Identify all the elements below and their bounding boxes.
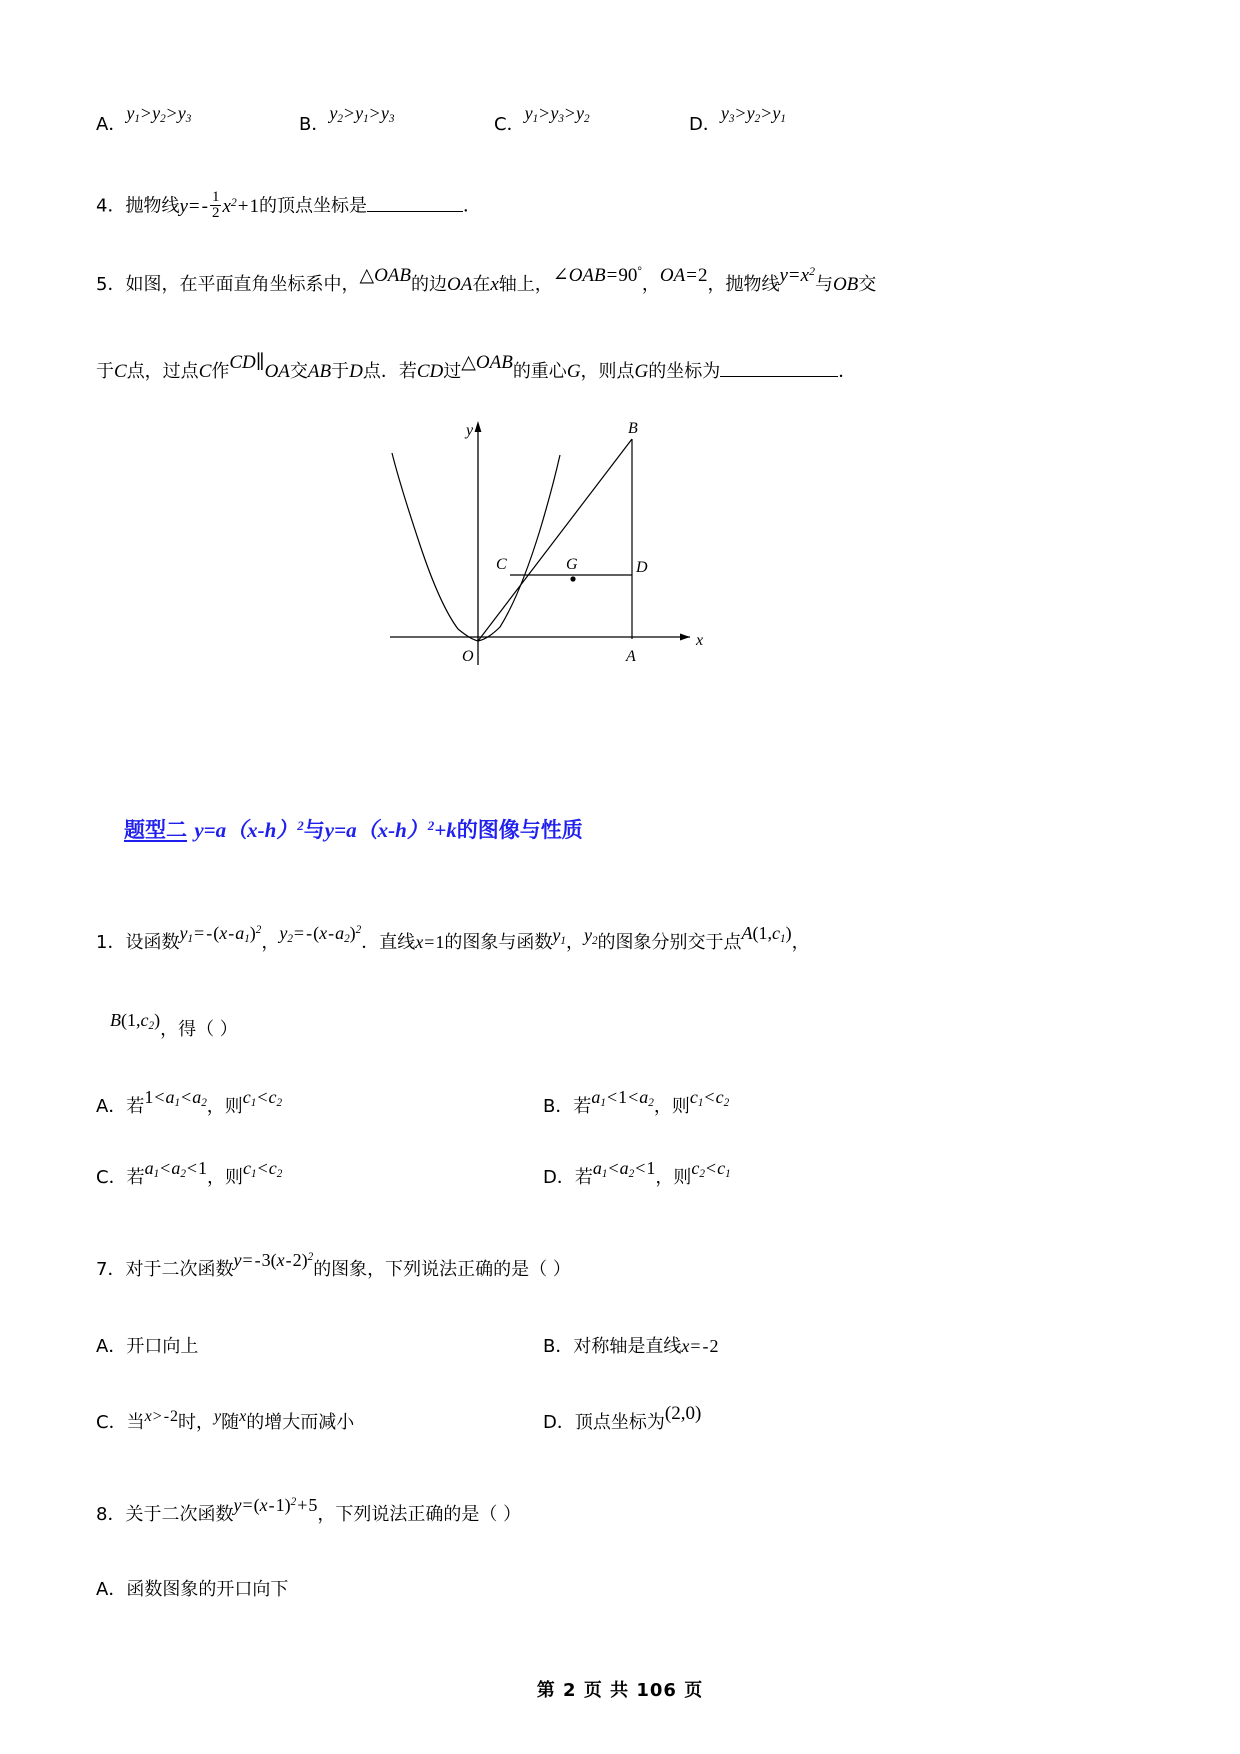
s2q1-option-c bbox=[96, 1158, 283, 1189]
s2q1-formula-y2: $y_2= -(x-a_2)^2$ bbox=[279, 923, 362, 946]
q5-l2-text-i: ，则点 bbox=[580, 361, 635, 382]
q5-oa-length: OA=2 bbox=[659, 265, 708, 286]
section-heading-mid: 与 bbox=[303, 818, 325, 842]
q5-l2-text-h: 的重心 bbox=[512, 361, 567, 382]
s2q1-option-d bbox=[543, 1158, 731, 1189]
q5-point-c: C bbox=[114, 361, 127, 382]
q5-triangle-oab: △OAB bbox=[359, 265, 412, 286]
s2-question-1-line2 bbox=[110, 1010, 238, 1041]
q4-formula: y= - $\frac{1}{2}$ $x^2+1$ bbox=[179, 189, 259, 222]
s2q7-option-c-mid-3: 的增大而减小 bbox=[246, 1412, 355, 1433]
s2q1-text-2: ．直线 bbox=[361, 932, 416, 953]
q5-point-g: G bbox=[566, 361, 581, 382]
s2q1-option-b-then: ，则 bbox=[653, 1096, 690, 1117]
q5-l2-text-a: 于 bbox=[96, 361, 114, 382]
s2q1-option-a-cond: $1<a_1<a_2$ bbox=[144, 1087, 207, 1110]
section-heading-sup-1: 2 bbox=[297, 817, 304, 833]
s2q7-text-2: 的图象，下列说法正确的是（ ） bbox=[313, 1259, 571, 1280]
q5-l2-tail: ． bbox=[838, 361, 857, 382]
q3-option-d-math: $y_3>y_2>y_1$ bbox=[720, 103, 786, 126]
figure-label-B: B bbox=[628, 420, 638, 437]
x-axis-arrow bbox=[680, 634, 690, 641]
s2q1-text-1: 设函数 bbox=[125, 932, 180, 953]
figure-label-G: G bbox=[566, 556, 578, 573]
section-heading-suffix: 的图像与性质 bbox=[456, 818, 583, 842]
s2q1-sep-3: ， bbox=[791, 932, 810, 953]
q4-tail: ． bbox=[462, 195, 481, 217]
s2q1-option-a bbox=[96, 1087, 283, 1118]
s2q1-number: 1． bbox=[96, 932, 126, 953]
s2q7-number: 7． bbox=[96, 1259, 126, 1280]
s2q7-option-d-math: (2,0) bbox=[664, 1403, 702, 1424]
s2q1-text-4: 的图象分别交于点 bbox=[597, 932, 742, 953]
figure-label-O: O bbox=[462, 648, 474, 665]
q5-l2-text-e: 于 bbox=[331, 361, 350, 382]
point-g-dot bbox=[570, 576, 575, 581]
s2q7-option-a bbox=[96, 1332, 198, 1358]
s2q7-option-d-label: D．顶点坐标为 bbox=[543, 1412, 665, 1433]
q5-seg-ab: AB bbox=[307, 361, 332, 382]
figure-label-C: C bbox=[496, 556, 507, 573]
s2q1-sep-1: ， bbox=[261, 932, 280, 953]
coordinate-figure bbox=[380, 415, 740, 680]
parabola-curve bbox=[392, 453, 560, 641]
q3-option-a bbox=[96, 103, 192, 136]
s2q7-option-b bbox=[543, 1332, 719, 1358]
q5-text-d: 轴上， bbox=[498, 274, 553, 295]
q3-option-c bbox=[494, 103, 590, 136]
q3-option-d-label: D． bbox=[689, 114, 721, 135]
s2q8-formula: $y=(x-1)^2+5$ bbox=[233, 1495, 318, 1515]
figure-label-A: A bbox=[626, 648, 636, 665]
q5-comma-1: ， bbox=[641, 274, 660, 295]
s2-question-7 bbox=[96, 1250, 571, 1281]
s2q1-y2-ref: $y_2$ bbox=[583, 925, 598, 948]
s2q7-options-row-1 bbox=[96, 1332, 1156, 1378]
s2q1-options-row-1 bbox=[96, 1087, 1156, 1138]
s2q1-options-row-2 bbox=[96, 1158, 1156, 1209]
s2q8-text-1: 关于二次函数 bbox=[125, 1504, 234, 1525]
s2q7-option-c-math-3: x bbox=[239, 1408, 247, 1425]
q5-seg-oa2: OA bbox=[264, 361, 290, 382]
q4-answer-blank bbox=[367, 196, 463, 212]
q5-axis-x: x bbox=[490, 274, 499, 295]
q3-option-b bbox=[299, 103, 395, 136]
q5-l2-text-c: 作 bbox=[211, 361, 230, 382]
section-heading-type-2 bbox=[124, 814, 583, 844]
s2q8-text-2: ，下列说法正确的是（ ） bbox=[317, 1504, 522, 1525]
q3-options-row bbox=[96, 103, 1156, 156]
s2q1-point-b: $B(1,c_2)$ bbox=[110, 1010, 161, 1033]
s2q1-option-b-cond: $a_1<1<a_2$ bbox=[591, 1087, 654, 1110]
s2-question-1-line1 bbox=[96, 923, 810, 954]
q5-l2-text-b: 点，过点 bbox=[126, 361, 199, 382]
s2q1-option-a-then: ，则 bbox=[206, 1096, 243, 1117]
q5-number: 5． bbox=[96, 274, 126, 295]
q5-l2-text-j: 的坐标为 bbox=[648, 361, 721, 382]
s2q1-option-d-label: D．若 bbox=[543, 1167, 593, 1188]
figure-label-D: D bbox=[636, 559, 648, 576]
q3-option-a-label: A． bbox=[96, 114, 127, 135]
s2q1-option-b-result: $c_1<c_2$ bbox=[689, 1087, 730, 1110]
s2q1-y1-ref: $y_1$ bbox=[552, 925, 566, 948]
q5-point-g2: G bbox=[634, 361, 649, 382]
q5-point-c2: C bbox=[198, 361, 212, 382]
s2q8-option-a bbox=[96, 1575, 288, 1601]
s2q7-option-c-label: C．当 bbox=[96, 1412, 145, 1433]
s2q1-option-c-cond: $a_1<a_2<1$ bbox=[144, 1158, 208, 1181]
s2q7-option-b-label: B．对称轴是直线 bbox=[543, 1336, 682, 1357]
q5-l2-text-f: 点．若 bbox=[362, 361, 417, 382]
s2q1-option-c-then: ，则 bbox=[207, 1167, 244, 1188]
q4-text-a: 抛物线 bbox=[125, 195, 180, 217]
s2q1-text-5: ，得（ ） bbox=[160, 1019, 238, 1040]
y-axis-arrow bbox=[475, 421, 482, 432]
question-5-line2 bbox=[96, 352, 857, 383]
s2q1-text-3: 的图象与函数 bbox=[444, 932, 553, 953]
q3-option-c-math: $y_1>y_3>y_2$ bbox=[524, 103, 590, 126]
q3-option-a-math: $y_1>y_2>y_3$ bbox=[126, 103, 192, 126]
s2q8-option-a-label: A．函数图象的开口向下 bbox=[96, 1579, 289, 1600]
s2q7-option-c bbox=[96, 1408, 354, 1434]
q5-l2-text-d: 交 bbox=[289, 361, 308, 382]
s2q1-option-d-then: ，则 bbox=[655, 1167, 692, 1188]
section-heading-plus-k: +k bbox=[434, 818, 457, 842]
page-footer: 第 2 页 共 106 页 bbox=[536, 1680, 704, 1701]
q5-parabola: $y=x^2$ bbox=[779, 264, 815, 286]
q3-option-d bbox=[689, 103, 786, 136]
s2q1-formula-y1: $y_1= -(x-a_1)^2$ bbox=[179, 923, 262, 946]
q5-point-d: D bbox=[349, 361, 363, 382]
s2q7-formula: $y= -3(x-2)^2$ bbox=[233, 1250, 314, 1270]
q3-option-b-math: $y_2>y_1>y_3$ bbox=[329, 103, 395, 126]
section-heading-formula-2: y=a（x-h） bbox=[324, 818, 428, 842]
s2q7-option-c-math-1: x> -2 bbox=[144, 1408, 179, 1425]
q5-answer-blank bbox=[720, 361, 838, 377]
q5-text-g: 交 bbox=[858, 274, 877, 295]
s2q7-option-a-label: A．开口向上 bbox=[96, 1336, 199, 1357]
figure-label-x: x bbox=[696, 632, 704, 649]
s2q1-line-x1: x=1 bbox=[415, 932, 445, 952]
q5-text-a: 如图，在平面直角坐标系中， bbox=[125, 274, 360, 295]
s2q7-options-row-2 bbox=[96, 1403, 1156, 1454]
s2q1-option-d-cond: $a_1<a_2<1$ bbox=[592, 1158, 656, 1181]
s2q1-option-c-result: $c_1<c_2$ bbox=[243, 1158, 283, 1181]
s2-question-8 bbox=[96, 1495, 522, 1526]
q5-text-e: ，抛物线 bbox=[707, 274, 780, 295]
q4-text-b: 的顶点坐标是 bbox=[258, 195, 367, 217]
q3-option-c-label: C． bbox=[494, 114, 525, 135]
q5-text-c: 在 bbox=[472, 274, 491, 295]
s2q1-point-a: $A(1,c_1)$ bbox=[741, 923, 792, 946]
s2q7-option-c-math-2: y bbox=[214, 1408, 222, 1425]
section-heading-sup-2: 2 bbox=[427, 817, 435, 833]
section-heading-prefix: 题型二 bbox=[124, 818, 187, 842]
section-heading-formula-1: y=a（x-h） bbox=[194, 818, 298, 842]
q5-text-f: 与 bbox=[814, 274, 833, 295]
q5-seg-ob: OB bbox=[832, 274, 859, 295]
q5-triangle-oab-2: △OAB bbox=[461, 352, 513, 373]
q4-number: 4． bbox=[96, 195, 126, 217]
s2q8-number: 8． bbox=[96, 1504, 126, 1525]
s2q7-option-c-mid-2: 随 bbox=[221, 1412, 240, 1433]
question-4 bbox=[96, 190, 481, 222]
q5-angle-oab: ∠OAB=90° bbox=[552, 265, 642, 286]
q5-seg-oa: OA bbox=[447, 274, 473, 295]
figure-label-y: y bbox=[466, 422, 474, 439]
s2q1-option-a-result: $c_1<c_2$ bbox=[242, 1087, 283, 1110]
q5-seg-cd: CD bbox=[416, 361, 444, 382]
s2q1-sep-2: ， bbox=[565, 932, 584, 953]
figure-svg bbox=[380, 415, 740, 680]
q5-l2-text-g: 过 bbox=[443, 361, 462, 382]
question-5-line1 bbox=[96, 264, 877, 296]
q5-text-b: 的边 bbox=[411, 274, 448, 295]
q3-option-b-label: B． bbox=[299, 114, 330, 135]
s2q7-text-1: 对于二次函数 bbox=[125, 1259, 234, 1280]
s2q7-option-d bbox=[543, 1403, 702, 1434]
line-ob bbox=[478, 439, 632, 641]
s2q1-option-d-result: $c_2<c_1$ bbox=[691, 1158, 731, 1181]
s2q1-option-c-label: C．若 bbox=[96, 1167, 145, 1188]
q5-cd-parallel-oa: CD∥ bbox=[229, 352, 265, 373]
s2q1-option-b-label: B．若 bbox=[543, 1096, 592, 1117]
s2q1-option-a-label: A．若 bbox=[96, 1096, 145, 1117]
s2q7-option-c-mid-1: 时， bbox=[178, 1412, 215, 1433]
s2q1-option-b bbox=[543, 1087, 730, 1118]
s2q7-option-b-math: x= -2 bbox=[681, 1336, 719, 1356]
